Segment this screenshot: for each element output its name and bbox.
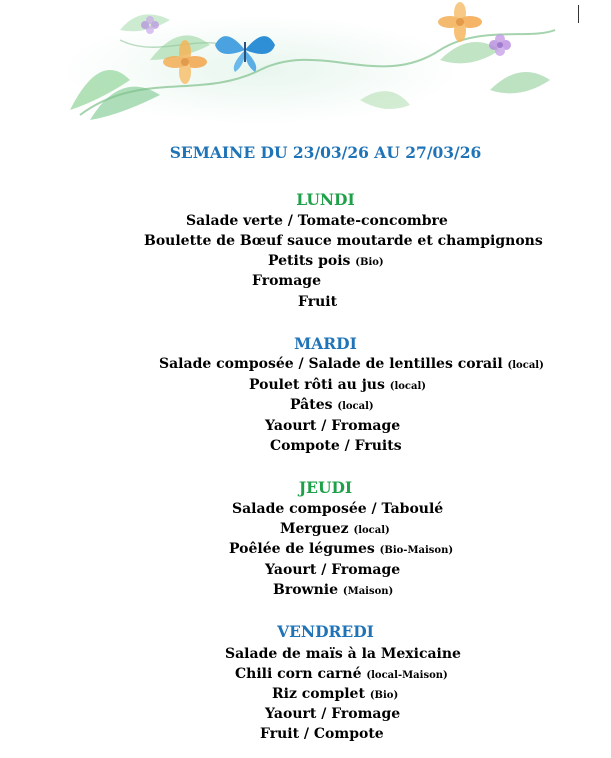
- menu-line: Pâtes (local): [290, 397, 374, 413]
- menu-line: Fromage: [252, 273, 321, 289]
- menu-line: Fruit: [298, 294, 338, 310]
- label-tag: (local): [389, 381, 427, 392]
- menu-line: Salade composée / Taboulé: [232, 501, 444, 517]
- label-tag: (local): [353, 525, 390, 536]
- label-tag: (Bio): [369, 690, 399, 701]
- menu-line: Fruit / Compote: [260, 726, 384, 742]
- day-heading-lundi: LUNDI: [296, 190, 355, 209]
- label-tag: (Bio): [355, 257, 384, 268]
- menu-line: Compote / Fruits: [270, 438, 402, 454]
- menu-line: Chili corn carné (local-Maison): [235, 666, 448, 682]
- menu-line: Poêlée de légumes (Bio-Maison): [229, 541, 454, 557]
- week-title: SEMAINE DU 23/03/26 AU 27/03/26: [169, 143, 482, 162]
- menu-line: Yaourt / Fromage: [265, 706, 401, 722]
- day-heading-mardi: MARDI: [294, 334, 357, 353]
- menu-line: Petits pois (Bio): [268, 253, 384, 269]
- label-tag: (local-Maison): [366, 670, 448, 681]
- label-tag: (local): [507, 360, 544, 371]
- label-tag: (local): [337, 401, 374, 412]
- label-tag: (Bio-Maison): [379, 545, 454, 556]
- menu-line: Yaourt / Fromage: [265, 562, 401, 578]
- menu-line: Yaourt / Fromage: [265, 418, 401, 434]
- menu-line: Riz complet (Bio): [272, 686, 399, 702]
- day-heading-vendredi: VENDREDI: [277, 622, 374, 641]
- menu-line: Salade composée / Salade de lentilles corail (local): [159, 356, 544, 372]
- menu-line: Salade de maïs à la Mexicaine: [225, 646, 461, 662]
- day-heading-jeudi: JEUDI: [298, 478, 353, 497]
- label-tag: (Maison): [342, 586, 394, 597]
- menu-line: Poulet rôti au jus (local): [249, 377, 427, 393]
- corner-mark: [578, 5, 579, 23]
- floral-banner-illustration: [60, 0, 560, 135]
- menu-line: Salade verte / Tomate-concombre: [186, 213, 448, 229]
- menu-line: Merguez (local): [280, 521, 390, 537]
- menu-line: Boulette de Bœuf sauce moutarde et champignons: [144, 233, 543, 249]
- menu-line: Brownie (Maison): [273, 582, 394, 598]
